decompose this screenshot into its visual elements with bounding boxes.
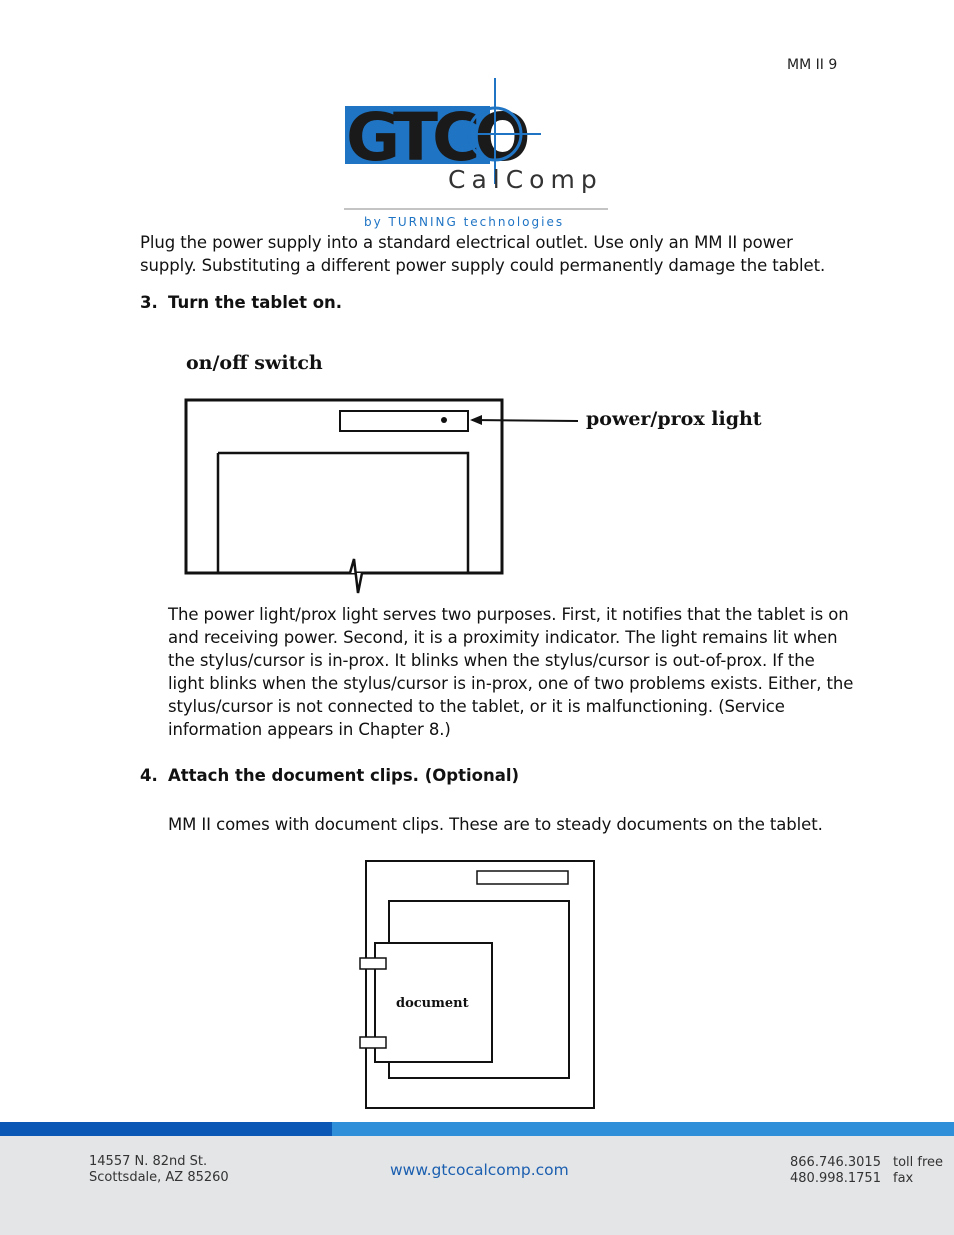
step-3-heading xyxy=(140,293,342,312)
step-title: Attach the document clips. (Optional) xyxy=(168,766,520,785)
phone-fax-label: fax xyxy=(893,1171,914,1186)
document-clips-paragraph: MM II comes with document clips. These are to steady documents on the tablet. xyxy=(168,815,823,834)
address-line: 14557 N. 82nd St. xyxy=(89,1154,208,1169)
footer-stripe-right xyxy=(332,1122,954,1136)
step-4-heading xyxy=(140,766,519,785)
document-clips-figure xyxy=(355,856,605,1114)
document-clip-top xyxy=(360,958,386,969)
power-prox-light-dot xyxy=(441,417,447,423)
step-title: Turn the tablet on. xyxy=(168,293,343,312)
tablet-switch-diagram xyxy=(180,345,780,605)
intro-line: supply. Substituting a different power supply could permanently damage the tablet. xyxy=(140,256,826,275)
step-number: 3. xyxy=(140,293,158,312)
step-number: 4. xyxy=(140,766,158,785)
paragraph-line: information appears in Chapter 8.) xyxy=(168,720,451,739)
phone-fax: 480.998.1751 xyxy=(790,1171,881,1186)
document-label: document xyxy=(396,996,469,1011)
footer-stripe-left xyxy=(0,1122,332,1136)
power-prox-light-label: power/prox light xyxy=(586,408,762,430)
on-off-switch-label: on/off switch xyxy=(186,352,323,374)
paragraph-line: and receiving power. Second, it is a proximity indicator. The light remains lit when xyxy=(168,628,838,647)
intro-line: Plug the power supply into a standard electrical outlet. Use only an MM II power xyxy=(140,233,793,252)
document-clips-diagram xyxy=(355,856,605,1114)
address-line: Scottsdale, AZ 85260 xyxy=(89,1170,229,1185)
paragraph-line: The power light/prox light serves two purposes. First, it notifies that the tablet is on xyxy=(168,605,849,624)
logo-tagline: by TURNING technologies xyxy=(364,215,565,229)
document-clip-bottom xyxy=(360,1037,386,1048)
tablet-switch-figure xyxy=(180,345,780,605)
logo-brand-letters: GTCO xyxy=(346,99,525,176)
website-link[interactable]: www.gtcocalcomp.com xyxy=(390,1161,569,1179)
paragraph-line: light blinks when the stylus/cursor is in-prox, one of two problems exists. Either, the xyxy=(168,674,854,693)
footer-phones xyxy=(790,1155,950,1187)
phone-toll-free-label: toll free xyxy=(893,1155,944,1170)
footer-address xyxy=(89,1154,229,1186)
logo-graphic xyxy=(344,76,616,232)
page-label: MM II 9 xyxy=(787,57,838,73)
company-logo xyxy=(344,76,616,232)
phone-toll-free: 866.746.3015 xyxy=(790,1155,881,1170)
power-light-paragraph xyxy=(168,603,868,741)
intro-paragraph xyxy=(140,231,860,277)
paragraph-line: stylus/cursor is not connected to the tablet, or it is malfunctioning. (Service xyxy=(168,697,785,716)
paragraph-line: the stylus/cursor is in-prox. It blinks when the stylus/cursor is out-of-prox. If the xyxy=(168,651,815,670)
logo-subname: CalComp xyxy=(448,165,603,194)
